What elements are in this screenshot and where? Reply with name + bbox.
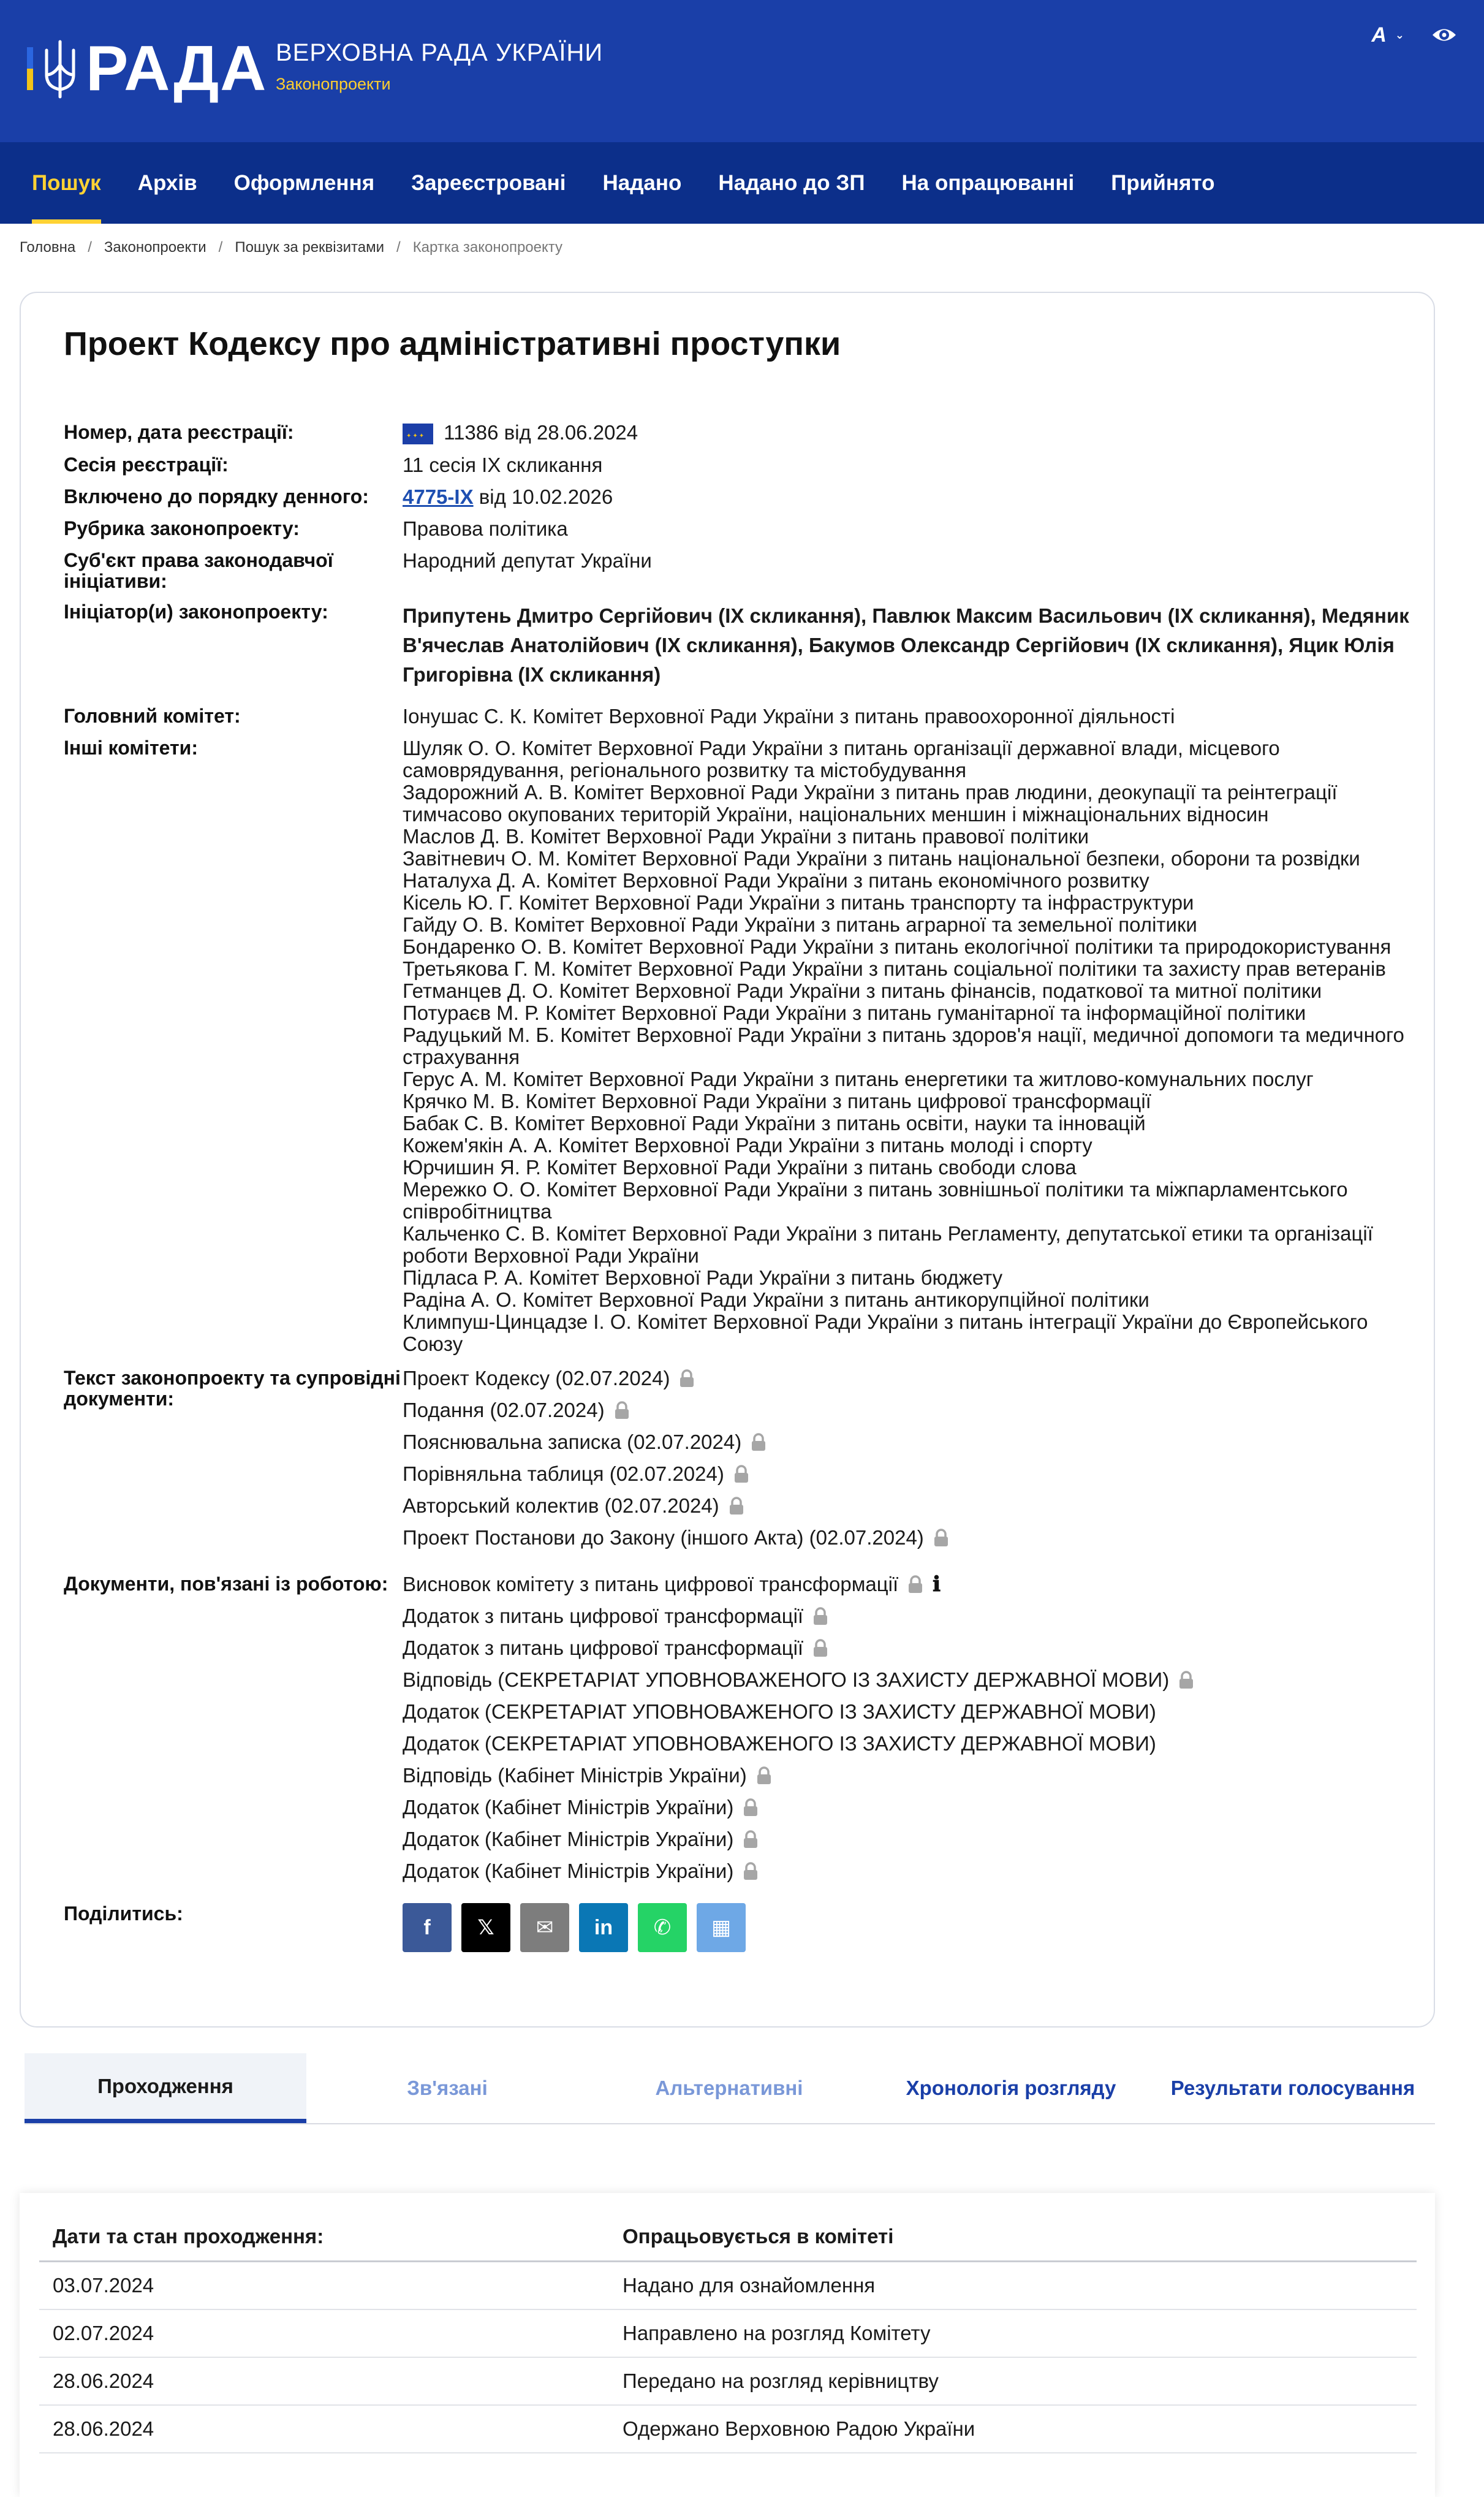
field-label: Поділитись:: [64, 1902, 183, 1925]
timeline-status: Передано на розгляд керівництву: [623, 2370, 939, 2392]
breadcrumb-separator: /: [218, 239, 223, 256]
page-title: Проект Кодексу про адміністративні проступки: [64, 325, 841, 362]
timeline-table: [39, 2213, 1417, 2453]
header-tools: [1371, 22, 1457, 48]
timeline-date: 02.07.2024: [53, 2322, 154, 2344]
lock-icon: [742, 1798, 759, 1817]
field-label: Документи, пов'язані із роботою:: [64, 1573, 388, 1595]
breadcrumb-link[interactable]: Головна: [20, 239, 76, 256]
committee-item: Гетманцев Д. О. Комітет Верховної Ради України з питань фінансів, податкової та митної політики: [403, 979, 1322, 1003]
bill-card: [20, 292, 1435, 2028]
timeline-status: Одержано Верховною Радою України: [623, 2417, 975, 2440]
chevron-down-icon: ⌄: [1395, 28, 1404, 41]
field-agenda: [64, 486, 1412, 508]
document-item[interactable]: [403, 1431, 1412, 1453]
tab-item[interactable]: Зв'язані: [407, 2077, 488, 2099]
document-link[interactable]: Порівняльна таблиця (02.07.2024): [403, 1462, 724, 1486]
lock-icon: [755, 1766, 773, 1785]
committee-item: Герус А. М. Комітет Верховної Ради України з питань енергетики та житлово-комунальних послуг: [403, 1068, 1314, 1091]
agenda-link[interactable]: 4775-IX: [403, 485, 474, 509]
document-list: [403, 1367, 1412, 1559]
timeline-row: [39, 2406, 1417, 2453]
breadcrumb-separator: /: [88, 239, 92, 256]
document-link[interactable]: Проект Кодексу (02.07.2024): [403, 1367, 670, 1390]
info-icon[interactable]: ℹ: [933, 1572, 941, 1597]
registration-value: 11386 від 28.06.2024: [444, 421, 638, 444]
breadcrumb: [20, 239, 562, 256]
committee-item: Бабак С. В. Комітет Верховної Ради України з питань освіти, науки та інновацій: [403, 1112, 1146, 1135]
bill-tabs: [25, 2053, 1435, 2124]
timeline-row: [39, 2310, 1417, 2358]
flag-icon: [27, 47, 33, 90]
timeline-status: Направлено на розгляд Комітету: [623, 2322, 931, 2344]
field-session: [64, 454, 1412, 476]
main-committee-value: Іонушас С. К. Комітет Верховної Ради України з питань правоохоронної діяльності: [403, 705, 1175, 728]
nav-item[interactable]: Зареєстровані: [411, 170, 566, 195]
field-main-committee: [64, 705, 1412, 728]
committee-item: Мережко О. О. Комітет Верховної Ради України з питань зовнішньої політики та міжпарламентського співробітництва: [403, 1178, 1348, 1223]
related-document-link[interactable]: Додаток з питань цифрової трансформації: [403, 1605, 804, 1628]
site-title-block: [276, 39, 603, 94]
lock-icon: [742, 1830, 759, 1849]
lock-icon: [678, 1369, 695, 1388]
eye-icon[interactable]: [1431, 22, 1457, 48]
timeline-row: [39, 2262, 1417, 2310]
committee-item: Підласа Р. А. Комітет Верховної Ради України з питань бюджету: [403, 1266, 1003, 1290]
logo-word: РАДА: [86, 33, 268, 104]
related-document-link[interactable]: Додаток (Кабінет Міністрів України): [403, 1828, 734, 1851]
share-buttons: [403, 1903, 1412, 1952]
field-share: [64, 1903, 1412, 1952]
field-rubric: [64, 518, 1412, 540]
field-label: Текст законопроекту та супровідні документи:: [64, 1367, 401, 1410]
committee-item: Шуляк О. О. Комітет Верховної Ради України з питань організації державної влади, місцевого самоврядування, регіонального розвитку та містобудування: [403, 737, 1280, 782]
document-item[interactable]: [403, 1495, 1412, 1517]
breadcrumb-link[interactable]: Пошук за реквізитами: [235, 239, 385, 256]
timeline-date: 28.06.2024: [53, 2417, 154, 2440]
site-logo[interactable]: [27, 32, 267, 105]
lock-icon: [933, 1529, 950, 1547]
related-document-item[interactable]: [403, 1669, 1412, 1691]
field-texts: [64, 1367, 1412, 1559]
breadcrumb-separator: /: [396, 239, 401, 256]
field-label: Інші комітети:: [64, 737, 198, 759]
committee-item: Бондаренко О. В. Комітет Верховної Ради України з питань екологічної політики та природокористування: [403, 935, 1391, 959]
lock-icon: [742, 1862, 759, 1880]
subject-value: Народний депутат України: [403, 549, 652, 572]
committee-item: Гайду О. В. Комітет Верховної Ради України з питань аграрної та земельної політики: [403, 913, 1197, 937]
related-document-item[interactable]: [403, 1765, 1412, 1787]
related-document-link[interactable]: Додаток (СЕКРЕТАРІАТ УПОВНОВАЖЕНОГО ІЗ ЗАХИСТУ ДЕРЖАВНОЇ МОВИ): [403, 1732, 1156, 1755]
related-document-item[interactable]: [403, 1828, 1412, 1850]
field-value: [403, 422, 1412, 444]
facebook-share-button[interactable]: f: [403, 1903, 452, 1952]
committee-item: Задорожний А. В. Комітет Верховної Ради України з питань прав людини, деокупації та реінтеграції тимчасово окупованих територій України, національних меншин і міжнаціональних відносин: [403, 781, 1338, 826]
related-document-link[interactable]: Додаток (Кабінет Міністрів України): [403, 1860, 734, 1883]
nav-item[interactable]: Прийнято: [1111, 170, 1215, 195]
field-value: [403, 486, 1412, 508]
committee-list: [403, 737, 1412, 1355]
nav-item[interactable]: Надано: [602, 170, 682, 195]
lock-icon: [728, 1497, 745, 1515]
linkedin-share-button[interactable]: in: [579, 1903, 628, 1952]
document-link[interactable]: Пояснювальна записка (02.07.2024): [403, 1431, 742, 1454]
related-document-item[interactable]: [403, 1701, 1412, 1723]
related-document-link[interactable]: Додаток (СЕКРЕТАРІАТ УПОВНОВАЖЕНОГО ІЗ ЗАХИСТУ ДЕРЖАВНОЇ МОВИ): [403, 1700, 1156, 1724]
site-title: ВЕРХОВНА РАДА УКРАЇНИ: [276, 39, 604, 66]
field-label: Сесія реєстрації:: [64, 454, 229, 476]
committee-item: Кальченко С. В. Комітет Верховної Ради України з питань Регламенту, депутатської етики та організації роботи Верховної Ради України: [403, 1222, 1373, 1268]
email-share-button[interactable]: ✉: [520, 1903, 569, 1952]
nav-item[interactable]: Надано до ЗП: [718, 170, 865, 195]
field-label: Суб'єкт права законодавчої ініціативи:: [64, 549, 333, 593]
lock-icon: [733, 1465, 750, 1483]
related-document-item[interactable]: [403, 1860, 1412, 1882]
field-label: Номер, дата реєстрації:: [64, 421, 294, 443]
field-initiators: [64, 601, 1412, 690]
nav-item[interactable]: Архів: [137, 170, 197, 195]
document-item[interactable]: [403, 1399, 1412, 1421]
initiators-value: [403, 601, 1412, 690]
lock-icon: [1178, 1671, 1195, 1689]
committee-item: Третьякова Г. М. Комітет Верховної Ради України з питань соціальної політики та захисту прав ветеранів: [403, 957, 1386, 981]
document-link[interactable]: Проект Постанови до Закону (іншого Акта) (02.07.2024): [403, 1526, 924, 1549]
eu-flag-icon: [403, 424, 433, 444]
initiators-text: Припутень Дмитро Сергійович (IX скликання), Павлюк Максим Васильович (IX скликання), Медяник В'ячеслав Анатолійович (IX скликання), Бакумов Олександр Сергійович (IX скликання), Яцик Юлія Григорівна (IX скликання): [403, 604, 1409, 686]
main-nav: [0, 142, 1484, 224]
timeline-date: 28.06.2024: [53, 2370, 154, 2392]
related-document-link[interactable]: Відповідь (Кабінет Міністрів України): [403, 1764, 747, 1787]
tab-item[interactable]: Хронологія розгляду: [906, 2077, 1116, 2099]
related-document-list: [403, 1573, 1412, 1892]
related-document-link[interactable]: Додаток (Кабінет Міністрів України): [403, 1796, 734, 1819]
committee-item: Климпуш-Цинцадзе І. О. Комітет Верховної Ради України з питань інтеграції України до Європейського Союзу: [403, 1310, 1368, 1356]
committee-item: Маслов Д. В. Комітет Верховної Ради України з питань правової політики: [403, 825, 1089, 848]
tab-item[interactable]: Результати голосування: [1170, 2077, 1415, 2099]
committee-item: Кожем'якін А. А. Комітет Верховної Ради України з питань молоді і спорту: [403, 1134, 1092, 1157]
related-document-item[interactable]: [403, 1573, 1412, 1595]
site-header: [0, 0, 1484, 142]
timeline-col-date: Дати та стан проходження:: [53, 2225, 324, 2248]
committee-item: Юрчишин Я. Р. Комітет Верховної Ради України з питань свободи слова: [403, 1156, 1077, 1179]
timeline-row: [39, 2358, 1417, 2406]
lock-icon: [907, 1575, 924, 1594]
timeline-panel: [20, 2193, 1435, 2497]
whatsapp-share-button[interactable]: ✆: [638, 1903, 687, 1952]
field-label: Рубрика законопроекту:: [64, 517, 300, 540]
timeline-header: [39, 2213, 1417, 2262]
breadcrumb-current: Картка законопроекту: [412, 239, 563, 256]
document-link[interactable]: Подання (02.07.2024): [403, 1399, 605, 1422]
timeline-status: Надано для ознайомлення: [623, 2274, 876, 2297]
related-document-link[interactable]: Відповідь (СЕКРЕТАРІАТ УПОВНОВАЖЕНОГО ІЗ ЗАХИСТУ ДЕРЖАВНОЇ МОВИ): [403, 1668, 1170, 1692]
field-label: Включено до порядку денного:: [64, 485, 369, 508]
document-link[interactable]: Авторський колектив (02.07.2024): [403, 1494, 719, 1518]
agenda-date: від 10.02.2026: [479, 485, 613, 509]
field-other-committees: [64, 737, 1412, 1355]
related-document-item[interactable]: [403, 1637, 1412, 1659]
related-document-item[interactable]: [403, 1605, 1412, 1627]
lock-icon: [613, 1401, 630, 1420]
committee-item: Радуцький М. Б. Комітет Верховної Ради України з питань здоров'я нації, медичної допомоги та медичного страхування: [403, 1024, 1404, 1069]
font-size-label: A: [1371, 23, 1387, 47]
lock-icon: [812, 1607, 829, 1625]
nav-item[interactable]: Оформлення: [233, 170, 375, 195]
field-subject: [64, 550, 1412, 591]
committee-item: Крячко М. В. Комітет Верховної Ради України з питань цифрової трансформації: [403, 1090, 1151, 1113]
qr-share-button[interactable]: ▦: [697, 1903, 746, 1952]
document-item[interactable]: [403, 1527, 1412, 1549]
field-label: Головний комітет:: [64, 705, 241, 728]
related-document-item[interactable]: [403, 1796, 1412, 1819]
timeline-rows: [39, 2262, 1417, 2453]
related-document-link[interactable]: Висновок комітету з питань цифрової трансформації: [403, 1573, 899, 1596]
timeline-date: 03.07.2024: [53, 2274, 154, 2297]
related-document-link[interactable]: Додаток з питань цифрової трансформації: [403, 1636, 804, 1660]
committee-item: Потураєв М. Р. Комітет Верховної Ради України з питань гуманітарної та інформаційної політики: [403, 1001, 1306, 1025]
rubric-value: Правова політика: [403, 517, 568, 541]
field-label: Ініціатор(и) законопроекту:: [64, 601, 328, 623]
document-item[interactable]: [403, 1463, 1412, 1485]
committee-item: Наталуха Д. А. Комітет Верховної Ради України з питань економічного розвитку: [403, 869, 1149, 892]
timeline-col-status: Опрацьовується в комітеті: [623, 2225, 894, 2248]
session-value: 11 сесія IX скликання: [403, 454, 603, 477]
site-subtitle[interactable]: Законопроекти: [276, 75, 391, 93]
x-share-button[interactable]: 𝕏: [461, 1903, 510, 1952]
breadcrumb-link[interactable]: Законопроекти: [104, 239, 206, 256]
trident-icon: [42, 38, 78, 99]
nav-item[interactable]: На опрацюванні: [901, 170, 1075, 195]
committee-item: Кісель Ю. Г. Комітет Верховної Ради України з питань транспорту та інфраструктури: [403, 891, 1194, 914]
tab-item[interactable]: Проходження: [25, 2053, 306, 2123]
related-document-item[interactable]: [403, 1733, 1412, 1755]
committee-item: Завітневич О. М. Комітет Верховної Ради України з питань національної безпеки, оборони та розвідки: [403, 847, 1360, 870]
nav-item[interactable]: Пошук: [13, 142, 119, 224]
tab-item[interactable]: Альтернативні: [655, 2077, 803, 2099]
field-registration: [64, 422, 1412, 444]
bill-fields: [64, 422, 1412, 1962]
committee-item: Радіна А. О. Комітет Верховної Ради України з питань антикорупційної політики: [403, 1288, 1149, 1312]
lock-icon: [812, 1639, 829, 1657]
font-size-selector[interactable]: [1371, 23, 1404, 47]
lock-icon: [750, 1433, 767, 1451]
field-related: [64, 1573, 1412, 1892]
document-item[interactable]: [403, 1367, 1412, 1389]
